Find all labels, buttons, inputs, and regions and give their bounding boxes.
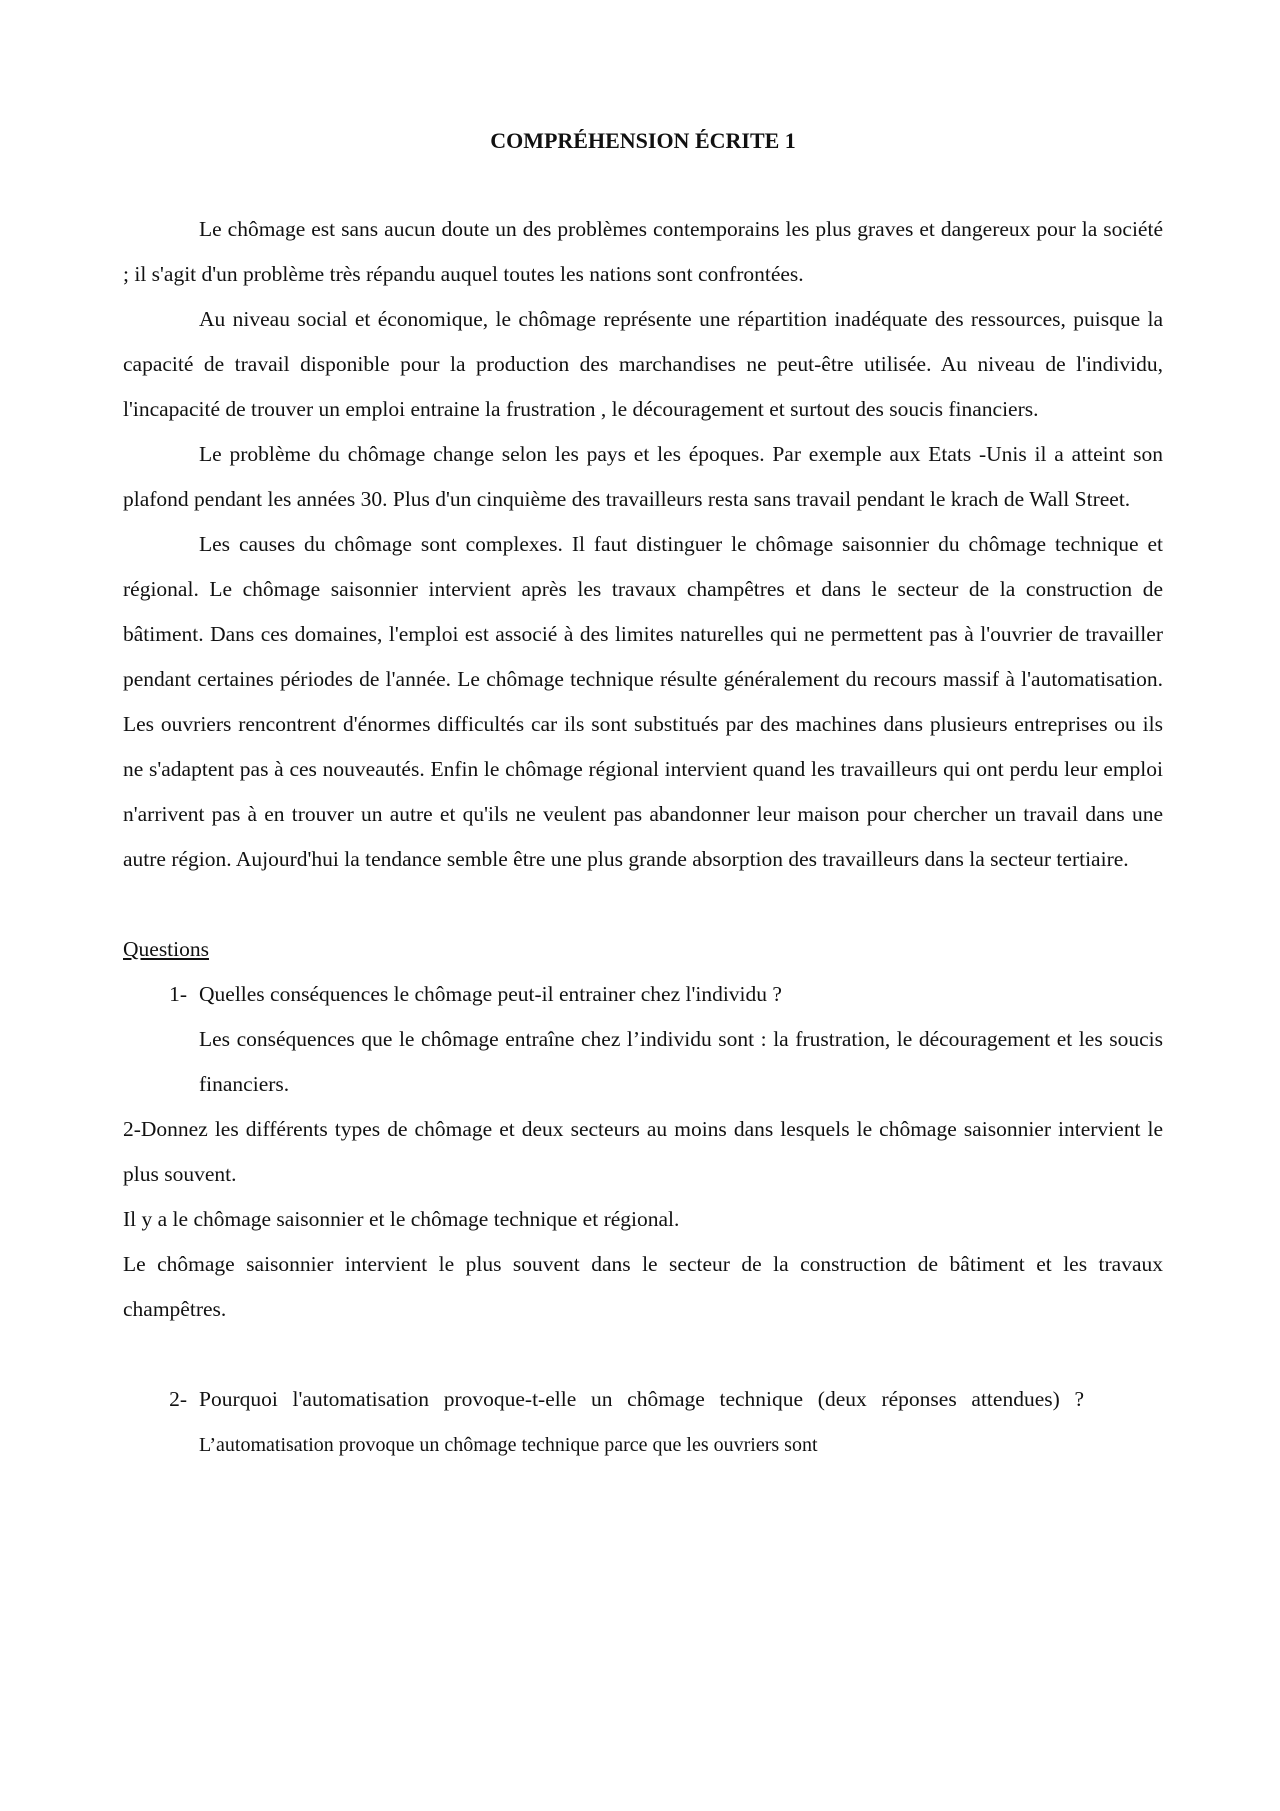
spacer [123,1332,1163,1377]
question-3-body [199,1377,1163,1468]
question-3 [123,1377,1163,1468]
question-1-text: Quelles conséquences le chômage peut-il entrainer chez l'individu ? [199,982,782,1006]
paragraph-3: Le problème du chômage change selon les pays et les époques. Par exemple aux Etats -Unis il a atteint son plafond pendant les années 30. Plus d'un cinquième des travailleurs resta sans travail pendant le krach de Wall Street. [123,442,1163,511]
spacer [123,882,1163,927]
paragraph-2: Au niveau social et économique, le chômage représente une répartition inadéquate des ressources, puisque la capacité de travail disponible pour la production des marchandises ne peut-être utilisée. Au niveau de l'individu, l'incapacité de trouver un emploi entraine la frustration , le découragement et surtout des soucis financiers. [123,307,1163,421]
question-1 [123,972,1163,1107]
paragraph-4: Les causes du chômage sont complexes. Il faut distinguer le chômage saisonnier du chômage technique et régional. Le chômage saisonnier intervient après les travaux champêtres et dans le secteur de la construction de bâtiment. Dans ces domaines, l'emploi est associé à des limites naturelles qui ne permettent pas à l'ouvrier de travailler pendant certaines périodes de l'année. Le chômage technique résulte généralement du recours massif à l'automatisation. Les ouvriers rencontrent d'énormes difficultés car ils sont substitués par des machines dans plusieurs entreprises ou ils ne s'adaptent pas à ces nouveautés. Enfin le chômage régional intervient quand les travailleurs qui ont perdu leur emploi n'arrivent pas à en trouver un autre et qu'ils ne veulent pas abandonner leur maison pour chercher un travail dans une autre région. Aujourd'hui la tendance semble être une plus grande absorption des travailleurs dans la secteur tertiaire. [123,532,1163,871]
question-2-answer-1: Il y a le chômage saisonnier et le chômage technique et régional. [123,1207,680,1231]
question-3-text: Pourquoi l'automatisation provoque-t-elle un chômage technique (deux réponses attendues) ? [199,1387,1085,1411]
paragraph-1: Le chômage est sans aucun doute un des problèmes contemporains les plus graves et dangereux pour la société ; il s'agit d'un problème très répandu auquel toutes les nations sont confrontées. [123,217,1163,286]
question-1-body [199,972,1163,1107]
document-content [123,118,1163,1468]
questions-heading: Questions [123,937,209,961]
question-2-answer-2: Le chômage saisonnier intervient le plus souvent dans le secteur de la construction de bâtiment et les travaux champêtres. [123,1252,1163,1321]
question-1-answer: Les conséquences que le chômage entraîne chez l’individu sont : la frustration, le découragement et les soucis financiers. [199,1027,1163,1096]
document-title: COMPRÉHENSION ÉCRITE 1 [490,128,796,153]
question-1-number: 1- [169,982,187,1006]
question-3-paragraph [199,1377,1163,1468]
question-2-text: 2-Donnez les différents types de chômage et deux secteurs au moins dans lesquels le chômage saisonnier intervient le plus souvent. [123,1117,1163,1186]
question-3-number: 2- [169,1387,187,1411]
question-3-answer: L’automatisation provoque un chômage technique parce que les ouvriers sont [199,1434,818,1456]
